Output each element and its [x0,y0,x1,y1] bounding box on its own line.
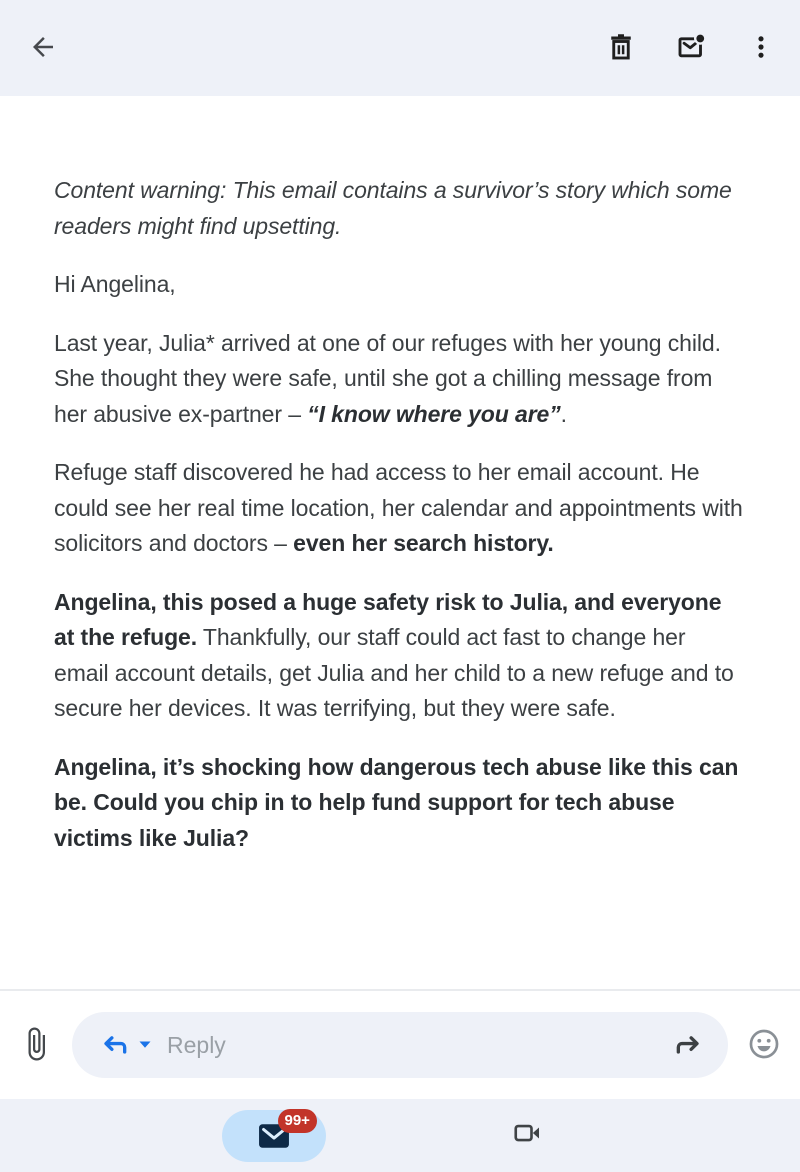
nav-tab-meet[interactable] [400,1099,653,1172]
email-paragraph: Angelina, this posed a huge safety risk to Julia, and everyone at the refuge. Thankfully, our staff could act fast to change her email account details, get Julia and her child to a new refuge and to secure her devices. It was terrifying, but they were safe. [54,588,734,721]
email-paragraph: Hi Angelina, [54,271,176,297]
reply-arrow-icon [98,1028,130,1063]
top-app-bar [0,0,800,96]
paperclip-icon [18,1026,54,1065]
unread-count-badge: 99+ [278,1109,317,1133]
reply-button[interactable] [97,1021,131,1069]
reply-pill[interactable] [72,1012,728,1078]
attach-file-button[interactable] [16,1021,56,1069]
emoji-smiley-icon [747,1027,781,1064]
more-options-button[interactable] [737,24,785,72]
email-paragraph: Last year, Julia* arrived at one of our refuges with her young child. She thought they were safe, until she got a chilling message from her abusive ex-partner – “I know where you are”. [54,329,721,427]
quick-reply-bar [0,989,800,1099]
email-body [0,96,800,989]
delete-button[interactable] [597,24,645,72]
forward-arrow-icon [673,1028,705,1063]
bottom-navigation [0,1099,800,1172]
emoji-button[interactable] [742,1021,786,1069]
email-paragraph: Angelina, it’s shocking how dangerous tech abuse like this can be. Could you chip in to help fund support for tech abuse victims like Julia? [54,753,739,851]
video-camera-icon [510,1118,544,1153]
forward-button[interactable] [672,1021,706,1069]
trash-icon [606,32,636,65]
mark-unread-envelope-icon [676,32,706,65]
email-paragraph: Refuge staff discovered he had access to her email account. He could see her real time location, her calendar and appointments with solicitors and doctors – even her search history. [54,459,743,556]
email-paragraph: Content warning: This email contains a survivor’s story which some readers might find upsetting. [54,177,732,239]
more-vert-icon [747,33,775,64]
mail-active-pill [222,1110,326,1162]
back-arrow-icon [28,32,58,65]
email-message-text [54,173,746,856]
reply-options-caret-icon[interactable] [138,1036,152,1054]
nav-tab-mail[interactable] [147,1099,400,1172]
mark-unread-button[interactable] [667,24,715,72]
reply-input[interactable] [167,1032,672,1059]
back-button[interactable] [19,24,67,72]
